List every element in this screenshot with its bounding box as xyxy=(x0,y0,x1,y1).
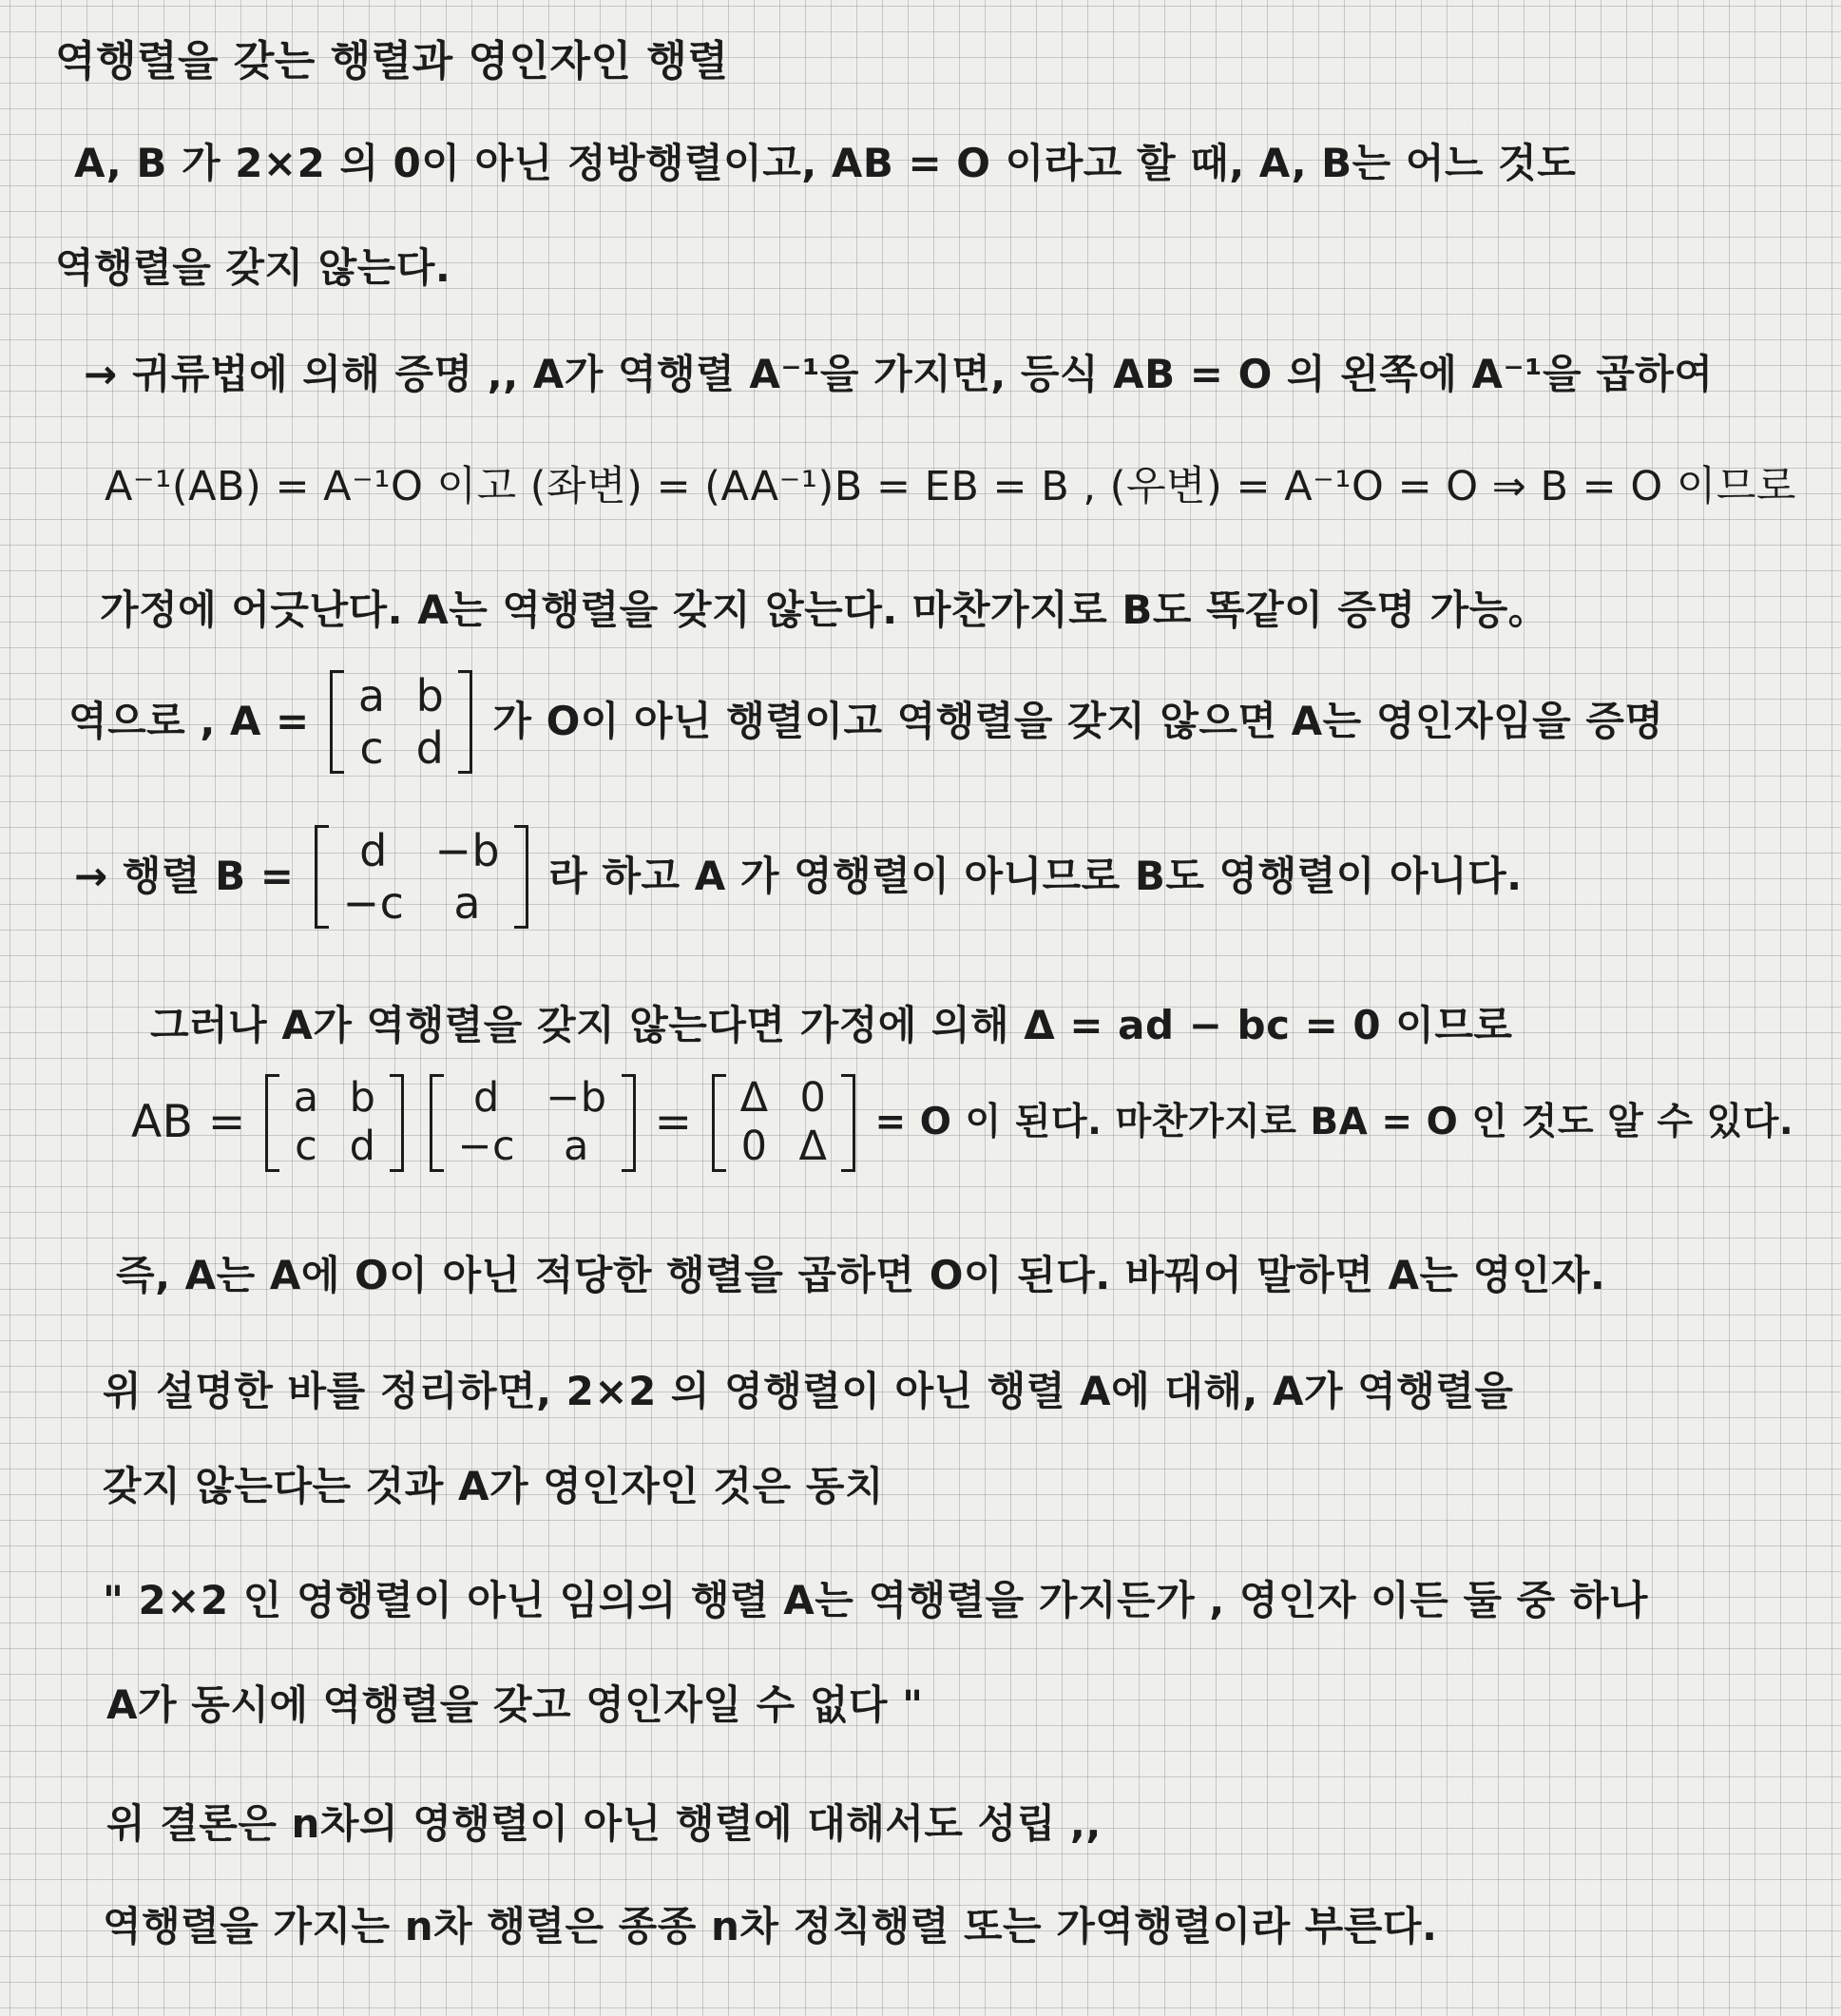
conclusion-line-1: 즉, A는 A에 O이 아닌 적당한 행렬을 곱하면 O이 된다. 바꿔어 말하면 A는 영인자. xyxy=(116,1252,1606,1298)
matrix-a xyxy=(330,670,472,774)
step-suffix: 라 하고 A 가 영행렬이 아니므로 B도 영행렬이 아니다. xyxy=(548,853,1523,900)
conclusion-line-3: 갖지 않는다는 것과 A가 영인자인 것은 동치 xyxy=(103,1463,884,1509)
intro-line-1: A, B 가 2×2 의 0이 아닌 정방행렬이고, AB = O 이라고 할 때, A, B는 어느 것도 xyxy=(74,140,1577,186)
conclusion-line-2: 위 설명한 바를 정리하면, 2×2 의 영행렬이 아닌 행렬 A에 대해, A가 역행렬을 xyxy=(103,1368,1514,1414)
converse-prefix: 역으로 , A = xyxy=(68,698,310,745)
matrix-a-cell: b xyxy=(415,670,445,721)
converse-line xyxy=(68,670,1664,774)
matrix-b xyxy=(315,825,529,929)
matrix-b-cell: −b xyxy=(434,825,501,876)
matrix-a-cell: a xyxy=(357,670,386,721)
step-prefix: → 행렬 B = xyxy=(74,853,295,900)
proof-line-2: A⁻¹(AB) = A⁻¹O 이고 (좌변) = (AA⁻¹)B = EB = B , (우변) = A⁻¹O = O ⇒ B = O 이므로 xyxy=(105,463,1796,510)
product-matrix-result xyxy=(712,1074,856,1172)
matrix-cell: 0 xyxy=(740,1123,768,1171)
matrix-b-cell: d xyxy=(359,825,388,876)
matrix-a-cell: d xyxy=(415,721,445,774)
page-title: 역행렬을 갖는 행렬과 영인자인 행렬 xyxy=(55,37,729,86)
matrix-cell: c xyxy=(295,1123,318,1171)
product-matrix-a xyxy=(265,1074,405,1172)
step-line xyxy=(74,825,1523,929)
quote-line-2: A가 동시에 역행렬을 갖고 영인자일 수 없다 " xyxy=(106,1681,924,1728)
footer-line-2: 역행렬을 가지는 n차 행렬은 종종 n차 정칙행렬 또는 가역행렬이라 부른다. xyxy=(103,1903,1438,1949)
quote-line-1: " 2×2 인 영행렬이 아닌 임의의 행렬 A는 역행렬을 가지든가 , 영인자 이든 둘 중 하나 xyxy=(103,1577,1648,1623)
product-lhs: AB = xyxy=(131,1096,246,1149)
proof-line-3: 가정에 어긋난다. A는 역행렬을 갖지 않는다. 마찬가지로 B도 똑같이 증명 가능。 xyxy=(100,586,1549,633)
product-tail: = O 이 된다. 마찬가지로 BA = O 인 것도 알 수 있다. xyxy=(874,1100,1794,1143)
converse-suffix: 가 O이 아닌 행렬이고 역행렬을 갖지 않으면 A는 영인자임을 증명 xyxy=(492,698,1664,745)
however-line: 그러나 A가 역행렬을 갖지 않는다면 가정에 의해 Δ = ad − bc = 0 이므로 xyxy=(150,1002,1513,1048)
matrix-cell: −c xyxy=(457,1123,516,1171)
matrix-cell: Δ xyxy=(798,1123,828,1171)
matrix-cell: d xyxy=(472,1074,500,1122)
footer-line-1: 위 결론은 n차의 영행렬이 아닌 행렬에 대해서도 성립 ,, xyxy=(106,1800,1102,1847)
product-equals: = xyxy=(654,1096,693,1149)
matrix-cell: Δ xyxy=(739,1074,769,1122)
product-line xyxy=(131,1074,1793,1172)
matrix-cell: a xyxy=(293,1074,319,1122)
product-matrix-b xyxy=(430,1074,636,1172)
matrix-cell: d xyxy=(349,1123,376,1171)
matrix-b-cell: a xyxy=(453,876,482,929)
matrix-cell: 0 xyxy=(799,1074,827,1122)
intro-line-2: 역행렬을 갖지 않는다. xyxy=(55,244,451,291)
matrix-cell: −b xyxy=(546,1074,607,1122)
matrix-b-cell: −c xyxy=(342,876,405,929)
matrix-a-cell: c xyxy=(359,721,385,774)
matrix-cell: b xyxy=(349,1074,376,1122)
matrix-cell: a xyxy=(563,1123,589,1171)
proof-line-1: → 귀류법에 의해 증명 ,, A가 역행렬 A⁻¹을 가지면, 등식 AB = O 의 왼쪽에 A⁻¹을 곱하여 xyxy=(84,351,1714,397)
